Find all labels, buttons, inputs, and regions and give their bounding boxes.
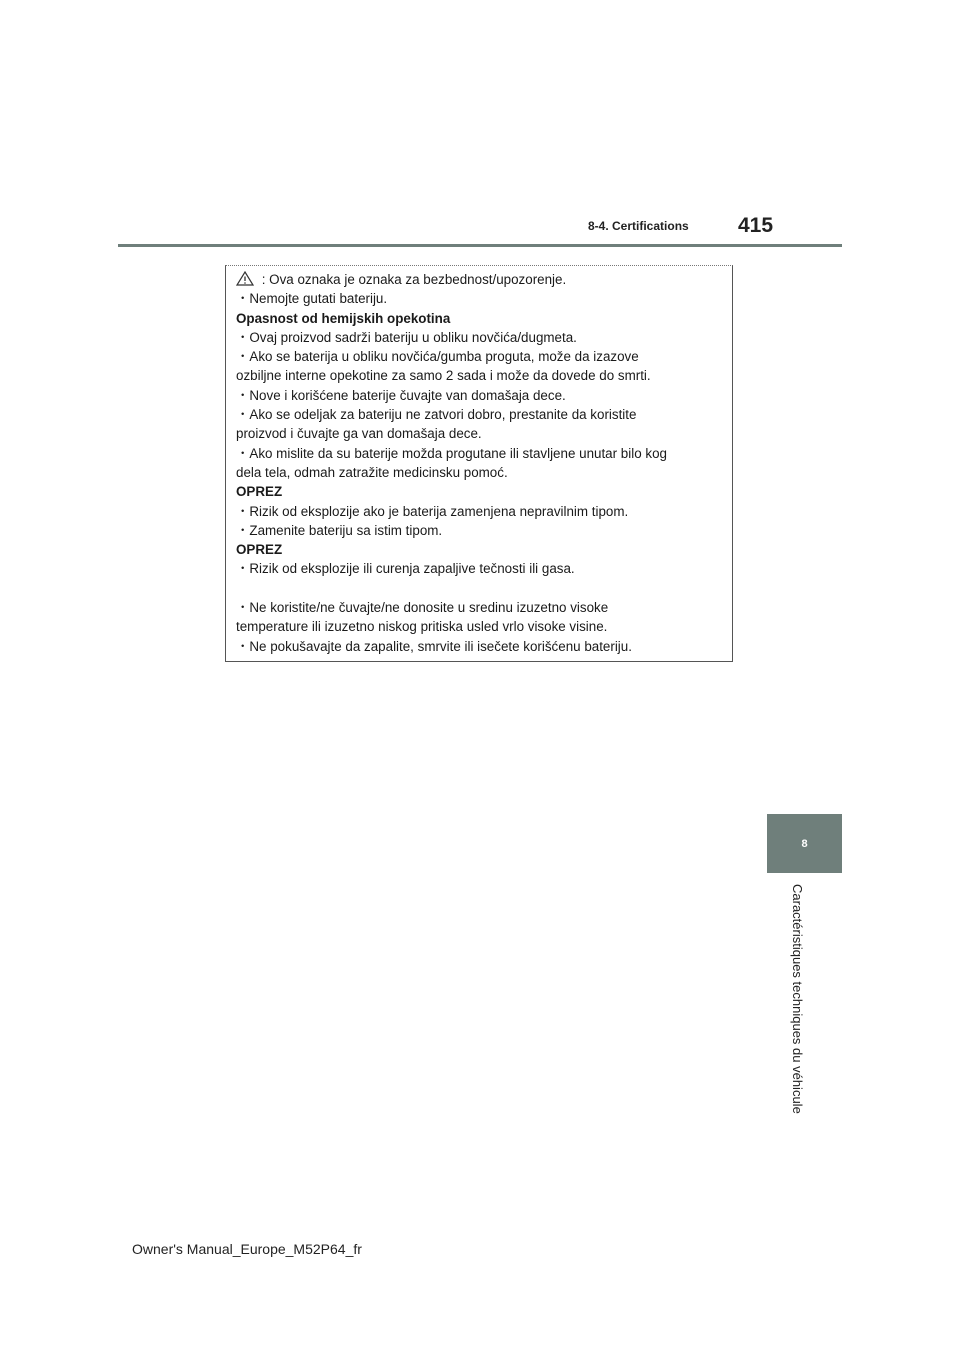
chapter-number: 8 [801, 837, 808, 850]
warning-triangle-icon [236, 271, 254, 286]
warning-box-lines [236, 270, 667, 656]
line-heading: OPREZ [236, 484, 283, 500]
line-text: proizvod i čuvajte ga van domašaja dece. [236, 426, 482, 442]
line-bullet: ・Ako se baterija u obliku novčića/gumba proguta, može da izazove [236, 349, 639, 365]
line-bullet: ・Ovaj proizvod sadrži bateriju u obliku novčića/dugmeta. [236, 329, 577, 345]
line-bullet: ・Ne koristite/ne čuvajte/ne donosite u sredinu izuzetno visoke [236, 600, 609, 616]
line-warning-legend [236, 270, 667, 289]
line-bullet: ・Zamenite bateriju sa istim tipom. [236, 522, 443, 538]
line-bullet: ・Nove i korišćene baterije čuvajte van domašaja dece. [236, 387, 566, 403]
line-text: temperature ili izuzetno niskog pritiska usled vrlo visoke visine. [236, 619, 608, 635]
line-heading: OPREZ [236, 542, 283, 558]
line-heading: Opasnost od hemijskih opekotina [236, 310, 451, 326]
line-bullet: ・Ako se odeljak za bateriju ne zatvori dobro, prestanite da koristite [236, 407, 637, 423]
line-blank [236, 579, 667, 598]
line-bullet: ・Rizik od eksplozije ili curenja zapaljive tečnosti ili gasa. [236, 561, 575, 577]
line-bullet: ・Ne pokušavajte da zapalite, smrvite ili isečete korišćenu bateriju. [236, 638, 632, 654]
page-number: 415 [738, 214, 774, 237]
header-rule [118, 244, 842, 247]
line-text: ozbiljne interne opekotine za samo 2 sada i može da dovede do smrti. [236, 368, 651, 384]
line-bullet: ・Rizik od eksplozije ako je baterija zamenjena nepravilnim tipom. [236, 503, 629, 519]
warning-box [225, 265, 733, 662]
line-bullet: ・Nemojte gutati bateriju. [236, 291, 388, 307]
chapter-title: Caractéristiques techniques du véhicule [790, 884, 805, 1114]
line-bullet: ・Ako mislite da su baterije možda progutane ili stavljene unutar bilo kog [236, 445, 667, 461]
line-text: : Ova oznaka je oznaka za bezbednost/upozorenje. [258, 272, 567, 287]
line-text: dela tela, odmah zatražite medicinsku pomoć. [236, 464, 508, 480]
footer-text: Owner's Manual_Europe_M52P64_fr [132, 1241, 362, 1257]
section-title: 8-4. Certifications [588, 219, 689, 233]
chapter-tab [767, 814, 842, 873]
